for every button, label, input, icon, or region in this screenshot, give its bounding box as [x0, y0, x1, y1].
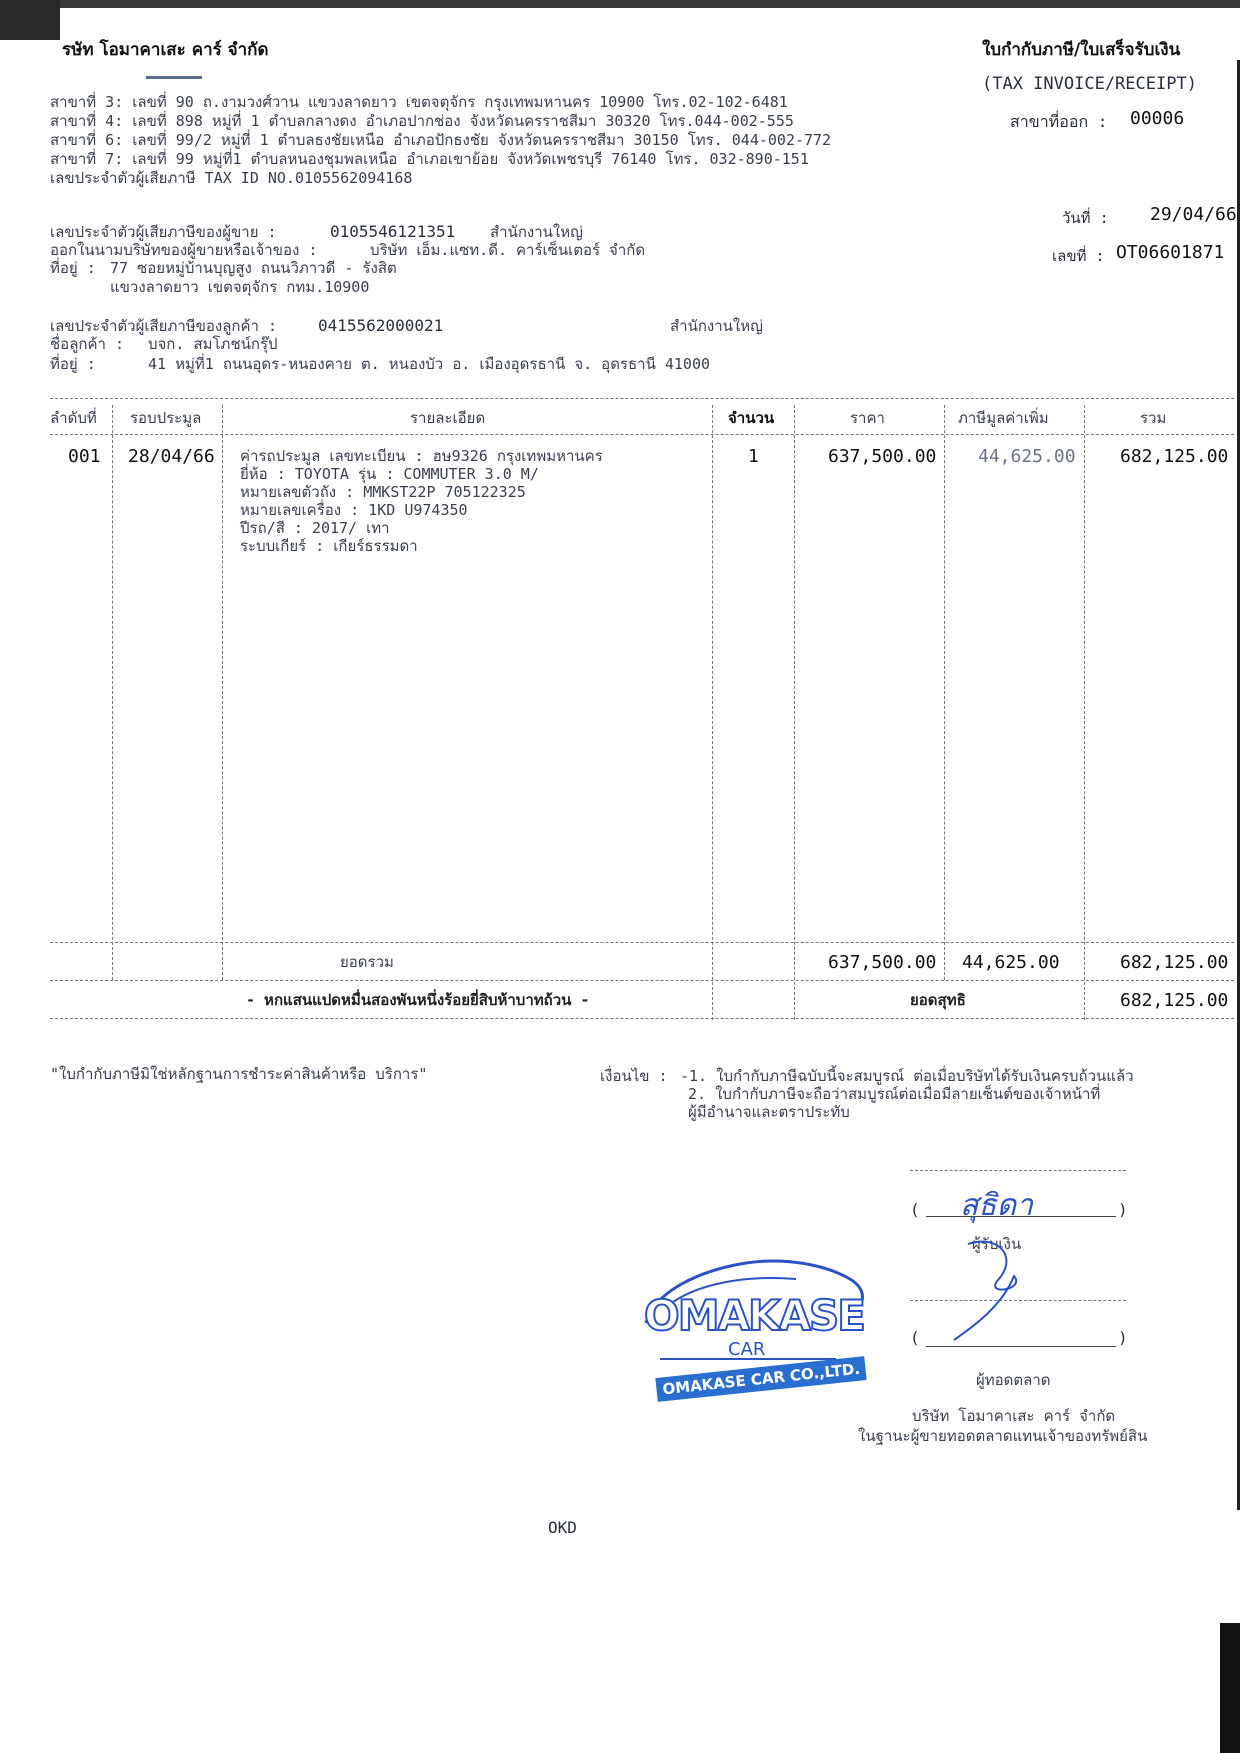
table-top-line — [50, 398, 1234, 399]
col-divider-1 — [112, 405, 113, 980]
footer-note: "ใบกำกับภาษีมิใช่หลักฐานการชำระค่าสินค้าหรือ บริการ" — [50, 1065, 428, 1083]
row-qty: 1 — [748, 446, 759, 467]
receiver-signature: สุธิดา — [960, 1188, 1033, 1223]
row-detail-4: หมายเลขเครื่อง : 1KD U974350 — [240, 501, 468, 519]
stamp-brand: OMAKASE — [644, 1291, 864, 1340]
date-label: วันที่ : — [1062, 209, 1109, 227]
subtotal-total: 682,125.00 — [1120, 952, 1229, 973]
doc-title-en: (TAX INVOICE/RECEIPT) — [982, 74, 1197, 94]
th-no: ลำดับที่ — [50, 409, 97, 427]
number-value: OT06601871 — [1116, 242, 1225, 263]
auctioneer-label: ผู้ทอดตลาด — [976, 1371, 1051, 1389]
date-value: 29/04/66 — [1150, 204, 1237, 225]
document-code: OKD — [548, 1518, 577, 1537]
customer-taxid-value: 0415562000021 — [318, 316, 444, 335]
row-detail-6: ระบบเกียร์ : เกียร์ธรรมดา — [240, 537, 418, 555]
row-total: 682,125.00 — [1120, 446, 1229, 467]
conditions-label: เงื่อนไข : — [600, 1067, 668, 1085]
row-vat: 44,625.00 — [978, 446, 1076, 467]
col-divider-3 — [712, 405, 713, 1020]
condition-2: 2. ใบกำกับภาษีจะถือว่าสมบูรณ์ต่อเมื่อมีลายเซ็นต์ของเจ้าหน้าที่ — [688, 1085, 1101, 1103]
customer-name-value: บจก. สมโภชน์กรุ๊ป — [148, 335, 278, 353]
company-tax-id: เลขประจำตัวผู้เสียภาษี TAX ID NO.0105562094168 — [50, 169, 413, 187]
th-round: รอบประมูล — [130, 409, 202, 427]
net-value: 682,125.00 — [1120, 990, 1229, 1011]
row-detail-2: ยี่ห้อ : TOYOTA รุ่น : COMMUTER 3.0 M/ — [240, 465, 539, 483]
condition-2b: ผู้มีอำนาจและตราประทับ — [688, 1103, 850, 1121]
auctioneer-paren-close: ) — [1118, 1328, 1128, 1347]
col-divider-6 — [1084, 405, 1085, 1020]
stamp-sub: CAR — [728, 1339, 766, 1360]
receiver-label: ผู้รับเงิน — [972, 1235, 1022, 1253]
customer-name-label: ชื่อลูกค้า : — [50, 335, 124, 353]
th-qty: จำนวน — [728, 409, 775, 427]
th-detail: รายละเอียด — [410, 409, 486, 427]
row-price: 637,500.00 — [828, 446, 937, 467]
doc-title-th: ใบกำกับภาษี/ใบเสร็จรับเงิน — [982, 40, 1181, 60]
net-line — [50, 1018, 1234, 1019]
seller-issued-value: บริษัท เอ็ม.แซท.ดี. คาร์เซ็นเตอร์ จำกัด — [370, 241, 646, 259]
auctioneer-paren-open: ( — [910, 1328, 920, 1347]
seller-taxid-label: เลขประจำตัวผู้เสียภาษีของผู้ขาย : — [50, 223, 277, 241]
th-total: รวม — [1140, 409, 1167, 427]
receiver-top-line — [910, 1170, 1126, 1171]
subtotal-line — [50, 980, 1234, 981]
scan-corner-shadow — [0, 0, 60, 40]
branch-value: 00006 — [1130, 108, 1185, 129]
amount-in-words: - หกแสนแปดหมื่นสองพันหนึ่งร้อยยี่สิบห้าบาทถ้วน - — [246, 991, 590, 1009]
row-detail-5: ปีรถ/สี : 2017/ เทา — [240, 519, 390, 537]
scan-bottom-shadow — [1220, 1623, 1240, 1753]
seller-address-line1: 77 ซอยหมู่บ้านบุญสูง ถนนวิภาวดี - รังสิต — [110, 259, 397, 277]
branch-line-4: สาขาที่ 4: เลขที่ 898 หมู่ที่ 1 ตำบลกลางดง อำเภอปากช่อง จังหวัดนครราชสีมา 30320 โทร.044-002-555 — [50, 112, 794, 130]
row-detail-1: ค่ารถประมูล เลขทะเบียน : ฮษ9326 กรุงเทพมหานคร — [240, 447, 603, 465]
seller-address-line2: แขวงลาดยาว เขตจตุจักร กทม.10900 — [110, 278, 370, 296]
seller-address-label: ที่อยู่ : — [50, 259, 96, 277]
stamp-company: OMAKASE CAR CO.,LTD. — [655, 1356, 867, 1402]
branch-line-7: สาขาที่ 7: เลขที่ 99 หมู่ที่1 ตำบลหนองชุมพลเหนือ อำเภอเขาย้อย จังหวัดเพชรบุรี 76140 โทร. 032-890-151 — [50, 150, 809, 168]
customer-office: สำนักงานใหญ่ — [670, 317, 763, 335]
company-sign-line2: ในฐานะผู้ขายทอดตลาดแทนเจ้าของทรัพย์สิน — [858, 1427, 1148, 1445]
underline-mark — [146, 76, 202, 79]
table-header-line — [50, 434, 1234, 435]
customer-taxid-label: เลขประจำตัวผู้เสียภาษีของลูกค้า : — [50, 317, 278, 335]
col-divider-4 — [794, 405, 795, 1020]
th-vat: ภาษีมูลค่าเพิ่ม — [958, 409, 1049, 427]
subtotal-price: 637,500.00 — [828, 952, 937, 973]
condition-1: -1. ใบกำกับภาษีฉบับนี้จะสมบูรณ์ ต่อเมื่อบริษัทได้รับเงินครบถ้วนแล้ว — [680, 1067, 1134, 1085]
branch-label: สาขาที่ออก : — [1010, 112, 1108, 131]
branch-line-3: สาขาที่ 3: เลขที่ 90 ถ.งามวงศ์วาน แขวงลาดยาว เขตจตุจักร กรุงเทพมหานคร 10900 โทร.02-102-6481 — [50, 93, 788, 111]
row-round: 28/04/66 — [128, 446, 215, 467]
seller-office: สำนักงานใหญ่ — [490, 223, 583, 241]
subtotal-vat: 44,625.00 — [962, 952, 1060, 973]
branch-line-6: สาขาที่ 6: เลขที่ 99/2 หมู่ที่ 1 ตำบลธงชัยเหนือ อำเภอปักธงชัย จังหวัดนครราชสีมา 30150 โทร. 044-002-772 — [50, 131, 832, 149]
company-name: รษัท โอมาคาเสะ คาร์ จำกัด — [62, 40, 269, 60]
company-sign-line1: บริษัท โอมาคาเสะ คาร์ จำกัด — [912, 1407, 1116, 1425]
company-stamp — [636, 1245, 876, 1405]
scan-top-border — [0, 0, 1240, 8]
row-detail-3: หมายเลขตัวถัง : MMKST22P 705122325 — [240, 483, 526, 501]
row-no: 001 — [68, 446, 101, 467]
col-divider-5 — [944, 405, 945, 980]
customer-address-value: 41 หมู่ที่1 ถนนอุดร-หนองคาย ต. หนองบัว อ. เมืองอุดรธานี จ. อุดรธานี 41000 — [148, 355, 711, 373]
seller-taxid-value: 0105546121351 — [330, 222, 456, 241]
col-divider-2 — [222, 405, 223, 980]
table-body-bottom-line — [50, 942, 1234, 943]
auctioneer-sign-line — [926, 1346, 1116, 1347]
net-label: ยอดสุทธิ — [910, 991, 966, 1009]
customer-address-label: ที่อยู่ : — [50, 355, 96, 373]
subtotal-label: ยอดรวม — [340, 953, 394, 971]
receiver-paren-open: ( — [910, 1200, 920, 1219]
number-label: เลขที่ : — [1052, 247, 1105, 265]
seller-issued-label: ออกในนามบริษัทของผู้ขายหรือเจ้าของ : — [50, 241, 318, 259]
auctioneer-signature-mark — [940, 1236, 1050, 1346]
th-price: ราคา — [850, 409, 885, 427]
receiver-paren-close: ) — [1118, 1200, 1128, 1219]
